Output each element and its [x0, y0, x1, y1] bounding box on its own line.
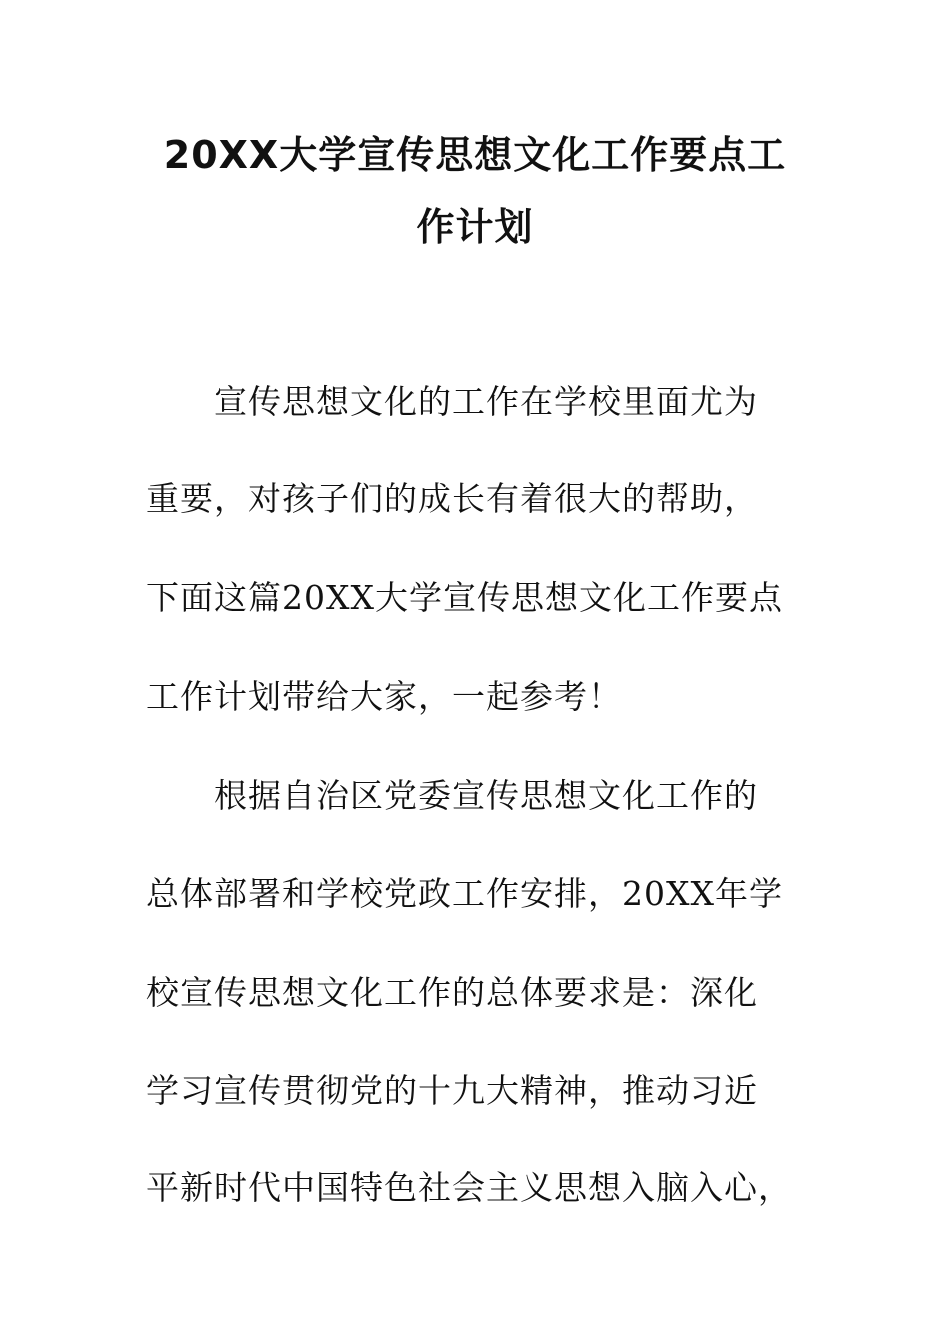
document-title-line-2: 作计划 [416, 205, 534, 249]
paragraph-1-line-1: 宣传思想文化的工作在学校里面尤为 [214, 382, 758, 421]
paragraph-2-line-1: 根据自治区党委宣传思想文化工作的 [214, 776, 758, 815]
paragraph-1-line-3: 下面这篇20XX大学宣传思想文化工作要点 [146, 578, 783, 617]
paragraph-2-line-4: 学习宣传贯彻党的十九大精神，推动习近 [146, 1071, 758, 1110]
paragraph-1-line-2: 重要，对孩子们的成长有着很大的帮助， [146, 479, 758, 518]
document-title-line-1: 20XX大学宣传思想文化工作要点工 [163, 133, 787, 177]
paragraph-2-line-2: 总体部署和学校党政工作安排，20XX年学 [146, 874, 783, 913]
paragraph-1-line-4: 工作计划带给大家，一起参考！ [146, 677, 622, 716]
paragraph-2-line-5: 平新时代中国特色社会主义思想入脑入心， [146, 1168, 792, 1207]
paragraph-2-line-3: 校宣传思想文化工作的总体要求是：深化 [146, 973, 758, 1012]
